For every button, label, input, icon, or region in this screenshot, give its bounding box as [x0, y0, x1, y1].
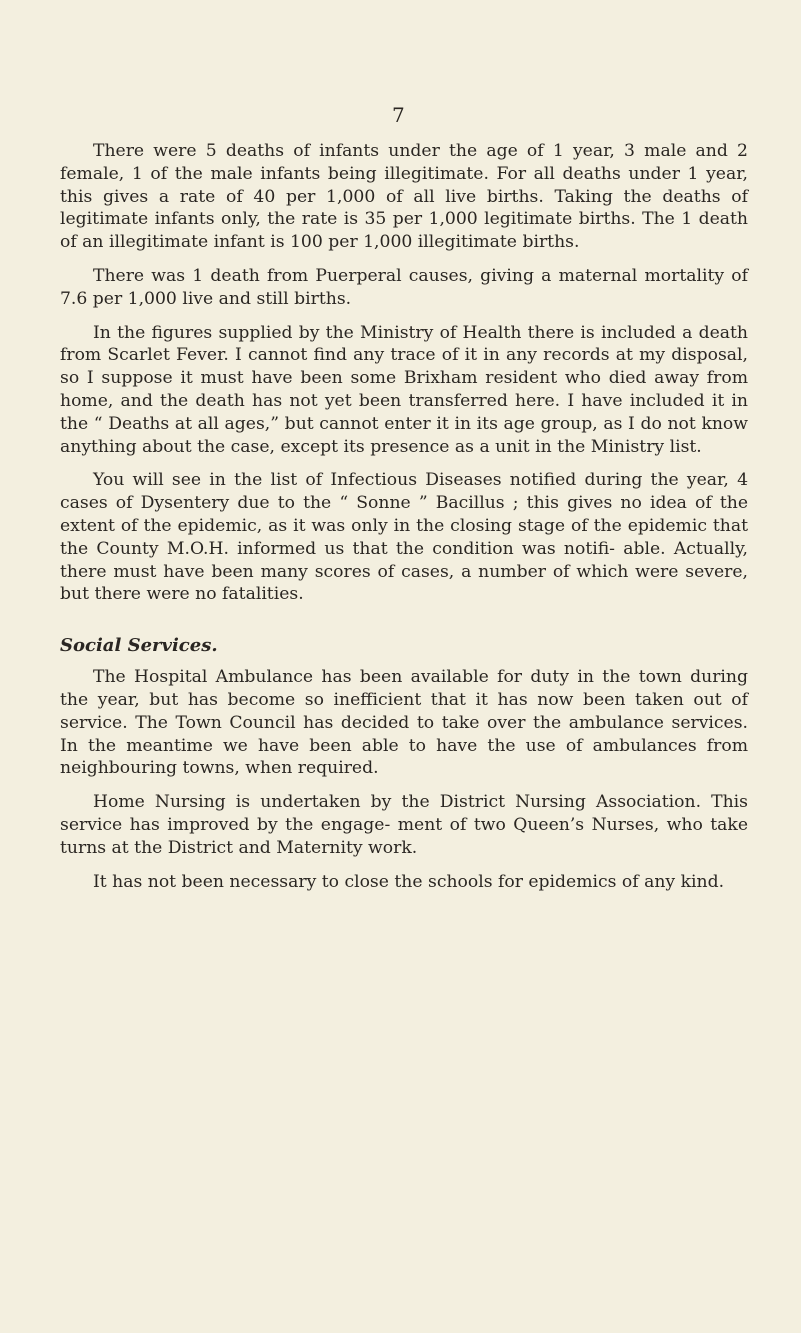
paragraph-ambulance: The Hospital Ambulance has been available for duty in the town during the year, but has become so inefficient that it has now been taken out of service. The Town Council has decided to take over the ambulance services. In the meantime we have been able to have the use of ambulances from neighbouring towns, when required.: [60, 667, 748, 779]
paragraph-schools: It has not been necessary to close the schools for epidemics of any kind.: [93, 871, 725, 892]
paragraph-dysentery: You will see in the list of Infectious Diseases notified during the year, 4 cases of Dysentery due to the “ Sonne ” Bacillus ; this gives no idea of the extent of the epidemic, as it was only in the closing stage of the epidemic that the County M.O.H. informed us that the condition was notifi- able. Actually, there must have been many scores of cases, a number of which were severe, but there were no fatalities.: [60, 470, 748, 605]
paragraph-home-nursing: Home Nursing is undertaken by the District Nursing Association. This service has improved by the engage- ment of two Queen’s Nurses, who take turns at the District and Maternity work.: [60, 792, 748, 858]
section-heading-social-services: Social Services.: [60, 635, 218, 657]
document-body: [60, 140, 748, 904]
paragraph-scarlet-fever: In the figures supplied by the Ministry of Health there is included a death from Scarlet Fever. I cannot find any trace of it in any records at my disposal, so I suppose it must have been some Brixham resident who died away from home, and the death has not yet been transferred here. I have included it in the “ Deaths at all ages,” but cannot enter it in its age group, as I do not know anything about the case, except its presence as a unit in the Ministry list.: [60, 322, 748, 457]
paragraph-infant-deaths: There were 5 deaths of infants under the age of 1 year, 3 male and 2 female, 1 of the male infants being illegitimate. For all deaths under 1 year, this gives a rate of 40 per 1,000 of all live births. Taking the deaths of legitimate infants only, the rate is 35 per 1,000 legitimate births. The 1 death of an illegitimate infant is 100 per 1,000 illegitimate births.: [60, 141, 748, 253]
page-number: 7: [392, 103, 405, 127]
paragraph-puerperal: There was 1 death from Puerperal causes, giving a maternal mortality of 7.6 per 1,000 live and still births.: [60, 265, 748, 309]
